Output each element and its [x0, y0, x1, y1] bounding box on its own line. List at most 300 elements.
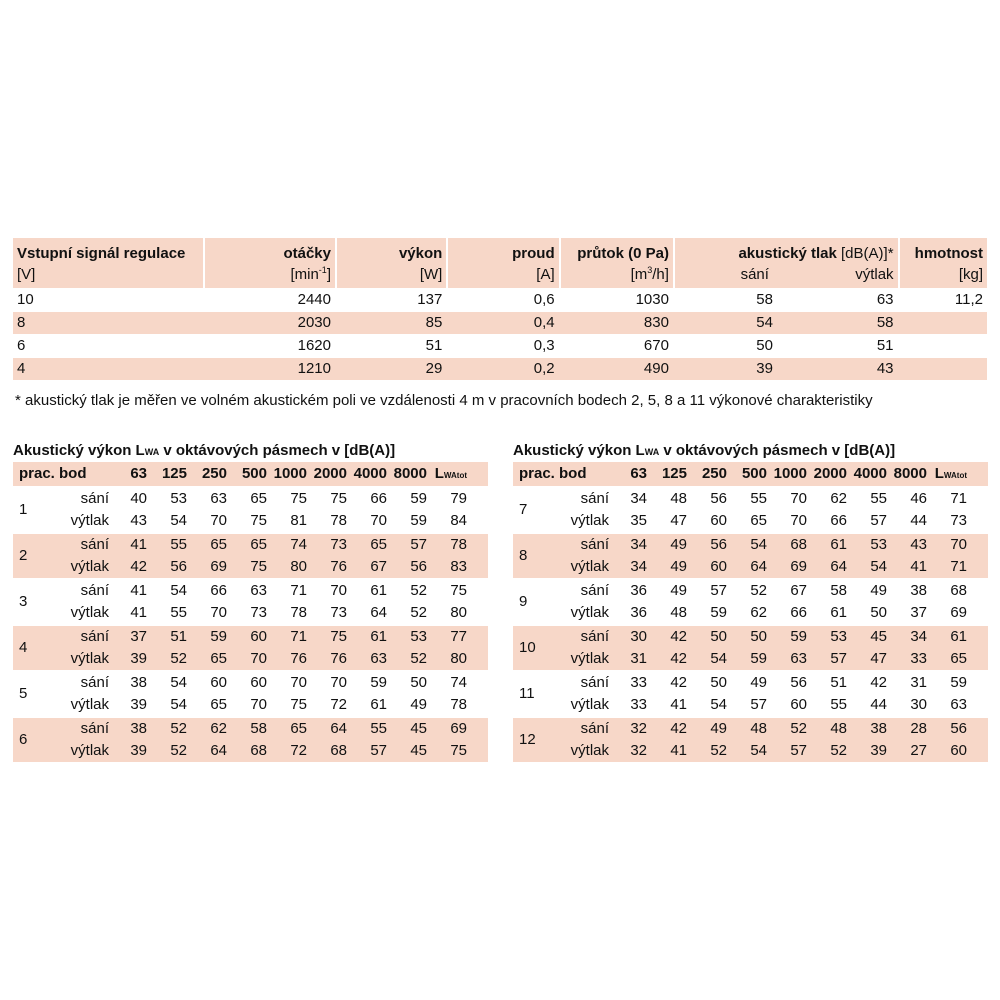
value-cell: 34: [630, 536, 647, 553]
value-cell: 41: [670, 696, 687, 713]
col-header-freq: 2000: [813, 465, 847, 482]
value-cell: 57: [830, 650, 847, 667]
point-rows: [53, 626, 488, 670]
point-number: 3: [19, 593, 28, 610]
spec-row: [13, 358, 987, 380]
value-cell: 62: [750, 604, 767, 621]
table-row: [53, 580, 488, 602]
cell-weight: 11,2: [954, 291, 983, 308]
value-cell: 49: [670, 558, 687, 575]
table-row: [53, 510, 488, 532]
value-cell: 45: [410, 742, 427, 759]
cell-power: 29: [425, 360, 443, 377]
value-cell: 60: [790, 696, 807, 713]
value-cell: 84: [450, 512, 467, 529]
col-header-freq: 8000: [893, 465, 927, 482]
value-cell: 34: [630, 558, 647, 575]
value-cell: 59: [750, 650, 767, 667]
value-cell: 52: [170, 742, 187, 759]
value-cell: 56: [790, 674, 807, 691]
value-cell: 50: [410, 674, 427, 691]
col-header-freq: 63: [130, 465, 147, 482]
cell-suction: 58: [756, 291, 773, 308]
spec-row: [13, 312, 987, 334]
point-number: 7: [519, 501, 528, 518]
value-cell: 34: [630, 490, 647, 507]
header-power-unit: [W]: [419, 266, 443, 283]
cell-flow: 1030: [635, 291, 669, 308]
value-cell: 32: [630, 742, 647, 759]
value-cell: 78: [330, 512, 347, 529]
value-cell: 52: [750, 582, 767, 599]
value-cell: 52: [790, 720, 807, 737]
value-cell: 62: [210, 720, 227, 737]
spec-table: [13, 238, 987, 380]
value-cell: 73: [950, 512, 967, 529]
table-row: [553, 648, 988, 670]
cell-rpm: 2030: [297, 314, 331, 331]
point-rows: [53, 488, 488, 532]
header-sound-pressure: [675, 238, 898, 288]
value-cell: 36: [630, 582, 647, 599]
value-cell: 38: [870, 720, 887, 737]
value-cell: 75: [330, 628, 347, 645]
value-cell: 43: [910, 536, 927, 553]
value-cell: 60: [710, 558, 727, 575]
col-header-freq: 8000: [393, 465, 427, 482]
col-header-freq: 4000: [853, 465, 887, 482]
spec-row: [13, 335, 987, 357]
header-power: [337, 238, 446, 288]
value-cell: 40: [130, 490, 147, 507]
cell-flow: 830: [643, 314, 669, 331]
value-cell: 65: [210, 536, 227, 553]
value-cell: 39: [130, 650, 147, 667]
row-label: sání: [580, 628, 609, 645]
col-header-freq: 1000: [773, 465, 807, 482]
point-number: 1: [19, 501, 28, 518]
value-cell: 75: [330, 490, 347, 507]
table-row: [553, 672, 988, 694]
col-header-freq: 63: [630, 465, 647, 482]
value-cell: 41: [130, 582, 147, 599]
value-cell: 52: [410, 650, 427, 667]
header-weight-name: hmotnost: [914, 245, 983, 262]
value-cell: 65: [210, 650, 227, 667]
col-header-freq: 125: [661, 465, 687, 482]
point-rows: [53, 672, 488, 716]
value-cell: 55: [170, 604, 187, 621]
value-cell: 69: [950, 604, 967, 621]
value-cell: 54: [170, 696, 187, 713]
cell-rpm: 1210: [297, 360, 331, 377]
value-cell: 75: [250, 558, 267, 575]
row-label: výtlak: [570, 742, 609, 759]
point-rows: [553, 534, 988, 578]
value-cell: 71: [950, 490, 967, 507]
value-cell: 73: [330, 604, 347, 621]
value-cell: 54: [710, 650, 727, 667]
value-cell: 42: [670, 674, 687, 691]
point-number: 9: [519, 593, 528, 610]
value-cell: 50: [710, 628, 727, 645]
value-cell: 53: [830, 628, 847, 645]
acoustic-table-title: Akustický výkon LWA v oktávových pásmech v [dB(A)]: [513, 442, 896, 459]
value-cell: 73: [330, 536, 347, 553]
table-row: [53, 626, 488, 648]
table-row: [553, 488, 988, 510]
value-cell: 64: [330, 720, 347, 737]
value-cell: 75: [290, 490, 307, 507]
value-cell: 50: [870, 604, 887, 621]
cell-weight: [900, 312, 987, 334]
table-row: [53, 694, 488, 716]
col-header-point: prac. bod: [19, 465, 87, 482]
value-cell: 76: [290, 650, 307, 667]
value-cell: 61: [370, 582, 387, 599]
acoustic-table-body: [513, 488, 988, 762]
value-cell: 44: [910, 512, 927, 529]
value-cell: 46: [910, 490, 927, 507]
value-cell: 41: [670, 742, 687, 759]
cell-current: 0,2: [533, 360, 555, 377]
point-rows: [553, 626, 988, 670]
value-cell: 70: [250, 650, 267, 667]
value-cell: 39: [130, 696, 147, 713]
value-cell: 38: [130, 674, 147, 691]
value-cell: 38: [130, 720, 147, 737]
value-cell: 56: [950, 720, 967, 737]
spec-row: [13, 289, 987, 311]
cell-sound-pressure: [675, 312, 898, 334]
value-cell: 65: [250, 490, 267, 507]
value-cell: 63: [950, 696, 967, 713]
value-cell: 61: [830, 536, 847, 553]
cell-flow: 490: [643, 360, 669, 377]
row-label: sání: [80, 490, 109, 507]
table-row: [553, 602, 988, 624]
cell-signal: 4: [17, 360, 26, 377]
table-row: [553, 718, 988, 740]
row-label: sání: [580, 674, 609, 691]
value-cell: 54: [170, 674, 187, 691]
value-cell: 49: [670, 536, 687, 553]
value-cell: 70: [290, 674, 307, 691]
cell-current: 0,6: [533, 291, 555, 308]
value-cell: 57: [370, 742, 387, 759]
value-cell: 65: [750, 512, 767, 529]
value-cell: 41: [910, 558, 927, 575]
value-cell: 47: [670, 512, 687, 529]
value-cell: 81: [290, 512, 307, 529]
value-cell: 75: [450, 582, 467, 599]
point-number: 8: [519, 547, 528, 564]
cell-suction: 50: [756, 337, 773, 354]
header-current-name: proud: [512, 245, 555, 262]
header-signal-name: Vstupní signál regulace: [17, 245, 186, 262]
value-cell: 66: [830, 512, 847, 529]
table-row: [53, 718, 488, 740]
point-rows: [553, 488, 988, 532]
footnote: * akustický tlak je měřen ve volném akustickém poli ve vzdálenosti 4 m v pracovních bodech 2, 5, 8 a 11 výkonové charakteristiky: [15, 392, 873, 409]
table-row: [53, 648, 488, 670]
header-signal-unit: [V]: [17, 266, 36, 283]
value-cell: 56: [170, 558, 187, 575]
value-cell: 70: [210, 604, 227, 621]
table-row: [53, 672, 488, 694]
value-cell: 58: [250, 720, 267, 737]
value-cell: 69: [450, 720, 467, 737]
value-cell: 78: [290, 604, 307, 621]
acoustic-table-header: [13, 462, 488, 486]
value-cell: 65: [950, 650, 967, 667]
value-cell: 64: [370, 604, 387, 621]
point-group: [13, 718, 488, 762]
row-label: výtlak: [570, 696, 609, 713]
point-number: 10: [519, 639, 536, 656]
value-cell: 71: [290, 628, 307, 645]
value-cell: 39: [130, 742, 147, 759]
header-rpm-name: otáčky: [283, 245, 331, 262]
col-header-freq: 125: [161, 465, 187, 482]
table-row: [553, 740, 988, 762]
cell-signal: 6: [17, 337, 26, 354]
value-cell: 64: [750, 558, 767, 575]
row-label: sání: [80, 674, 109, 691]
col-header-freq: 4000: [353, 465, 387, 482]
point-number: 4: [19, 639, 28, 656]
value-cell: 66: [790, 604, 807, 621]
row-label: sání: [580, 582, 609, 599]
cell-suction: 39: [756, 360, 773, 377]
value-cell: 59: [710, 604, 727, 621]
row-label: výtlak: [70, 604, 109, 621]
value-cell: 42: [670, 720, 687, 737]
value-cell: 67: [790, 582, 807, 599]
value-cell: 61: [830, 604, 847, 621]
value-cell: 61: [370, 628, 387, 645]
row-label: sání: [80, 582, 109, 599]
cell-suction: 54: [756, 314, 773, 331]
value-cell: 44: [870, 696, 887, 713]
point-group: [513, 672, 988, 716]
value-cell: 69: [790, 558, 807, 575]
col-header-freq: 250: [701, 465, 727, 482]
value-cell: 79: [450, 490, 467, 507]
value-cell: 50: [750, 628, 767, 645]
value-cell: 59: [410, 512, 427, 529]
value-cell: 53: [170, 490, 187, 507]
point-group: [513, 718, 988, 762]
col-header-total: LWAtot: [934, 465, 967, 482]
value-cell: 60: [950, 742, 967, 759]
value-cell: 39: [870, 742, 887, 759]
cell-power: 137: [417, 291, 443, 308]
value-cell: 70: [330, 674, 347, 691]
header-suction: sání: [740, 266, 769, 283]
header-sound-pressure-subheaders: [679, 266, 894, 286]
row-label: sání: [580, 536, 609, 553]
header-signal: [13, 238, 203, 288]
point-rows: [53, 580, 488, 624]
point-number: 12: [519, 731, 536, 748]
cell-sound-pressure: [675, 335, 898, 357]
value-cell: 54: [710, 696, 727, 713]
point-number: 5: [19, 685, 28, 702]
value-cell: 50: [710, 674, 727, 691]
value-cell: 56: [410, 558, 427, 575]
cell-discharge: 43: [876, 360, 894, 377]
value-cell: 71: [290, 582, 307, 599]
value-cell: 53: [870, 536, 887, 553]
value-cell: 54: [750, 536, 767, 553]
value-cell: 52: [170, 720, 187, 737]
value-cell: 30: [630, 628, 647, 645]
value-cell: 45: [410, 720, 427, 737]
cell-current: 0,4: [533, 314, 555, 331]
header-flow-name: průtok (0 Pa): [577, 245, 669, 262]
point-rows: [553, 672, 988, 716]
row-label: výtlak: [70, 650, 109, 667]
value-cell: 66: [370, 490, 387, 507]
point-rows: [53, 718, 488, 762]
value-cell: 64: [830, 558, 847, 575]
point-number: 2: [19, 547, 28, 564]
value-cell: 49: [710, 720, 727, 737]
value-cell: 63: [250, 582, 267, 599]
row-label: výtlak: [570, 604, 609, 621]
value-cell: 68: [950, 582, 967, 599]
value-cell: 66: [210, 582, 227, 599]
value-cell: 53: [410, 628, 427, 645]
value-cell: 59: [210, 628, 227, 645]
value-cell: 74: [450, 674, 467, 691]
cell-weight: [900, 335, 987, 357]
value-cell: 59: [950, 674, 967, 691]
value-cell: 48: [670, 604, 687, 621]
value-cell: 56: [710, 490, 727, 507]
value-cell: 60: [210, 674, 227, 691]
value-cell: 68: [250, 742, 267, 759]
value-cell: 57: [410, 536, 427, 553]
value-cell: 80: [450, 604, 467, 621]
col-header-total: LWAtot: [434, 465, 467, 482]
value-cell: 52: [170, 650, 187, 667]
value-cell: 68: [330, 742, 347, 759]
cell-discharge: 51: [876, 337, 894, 354]
value-cell: 60: [710, 512, 727, 529]
cell-flow: 670: [643, 337, 669, 354]
cell-signal: 10: [17, 291, 34, 308]
value-cell: 38: [910, 582, 927, 599]
acoustic-table-right: [513, 440, 988, 762]
value-cell: 37: [130, 628, 147, 645]
value-cell: 70: [790, 512, 807, 529]
header-current: [448, 238, 558, 288]
col-header-freq: 500: [741, 465, 767, 482]
row-label: výtlak: [70, 558, 109, 575]
value-cell: 58: [830, 582, 847, 599]
value-cell: 49: [410, 696, 427, 713]
row-label: výtlak: [570, 512, 609, 529]
value-cell: 52: [710, 742, 727, 759]
value-cell: 71: [950, 558, 967, 575]
row-label: sání: [580, 720, 609, 737]
value-cell: 83: [450, 558, 467, 575]
point-group: [513, 534, 988, 578]
cell-power: 85: [425, 314, 443, 331]
value-cell: 54: [870, 558, 887, 575]
header-discharge: výtlak: [855, 266, 894, 283]
value-cell: 62: [830, 490, 847, 507]
value-cell: 37: [910, 604, 927, 621]
table-row: [53, 488, 488, 510]
cell-weight: [900, 358, 987, 380]
value-cell: 57: [790, 742, 807, 759]
point-group: [513, 626, 988, 670]
point-number: 6: [19, 731, 28, 748]
value-cell: 51: [170, 628, 187, 645]
row-label: výtlak: [570, 558, 609, 575]
value-cell: 63: [210, 490, 227, 507]
header-flow-unit: $[m^3/h]$: [630, 265, 669, 283]
value-cell: 75: [250, 512, 267, 529]
value-cell: 49: [870, 582, 887, 599]
row-label: výtlak: [70, 742, 109, 759]
point-rows: [553, 580, 988, 624]
value-cell: 72: [290, 742, 307, 759]
value-cell: 41: [130, 604, 147, 621]
value-cell: 75: [450, 742, 467, 759]
value-cell: 63: [790, 650, 807, 667]
value-cell: 56: [710, 536, 727, 553]
col-header-freq: 2000: [313, 465, 347, 482]
spec-body: [13, 289, 987, 380]
value-cell: 67: [370, 558, 387, 575]
value-cell: 48: [830, 720, 847, 737]
row-label: výtlak: [70, 512, 109, 529]
acoustic-table-left: [13, 440, 488, 762]
value-cell: 78: [450, 696, 467, 713]
point-group: [513, 580, 988, 624]
row-label: sání: [580, 490, 609, 507]
value-cell: 42: [130, 558, 147, 575]
value-cell: 52: [830, 742, 847, 759]
cell-signal: 8: [17, 314, 26, 331]
value-cell: 35: [630, 512, 647, 529]
col-header-freq: 500: [241, 465, 267, 482]
value-cell: 80: [450, 650, 467, 667]
header-flow: [561, 238, 673, 288]
table-row: [553, 510, 988, 532]
value-cell: 73: [250, 604, 267, 621]
value-cell: 69: [210, 558, 227, 575]
point-number: 11: [519, 685, 535, 702]
acoustic-table-header: [513, 462, 988, 486]
value-cell: 65: [250, 536, 267, 553]
col-header-point: prac. bod: [519, 465, 587, 482]
table-row: [553, 626, 988, 648]
acoustic-table-body: [13, 488, 488, 762]
table-row: [553, 556, 988, 578]
value-cell: 31: [630, 650, 647, 667]
value-cell: 55: [830, 696, 847, 713]
value-cell: 32: [630, 720, 647, 737]
cell-sound-pressure: [675, 358, 898, 380]
value-cell: 57: [750, 696, 767, 713]
table-row: [553, 694, 988, 716]
header-rpm-unit: $[\min^{-1}]$: [290, 265, 331, 283]
